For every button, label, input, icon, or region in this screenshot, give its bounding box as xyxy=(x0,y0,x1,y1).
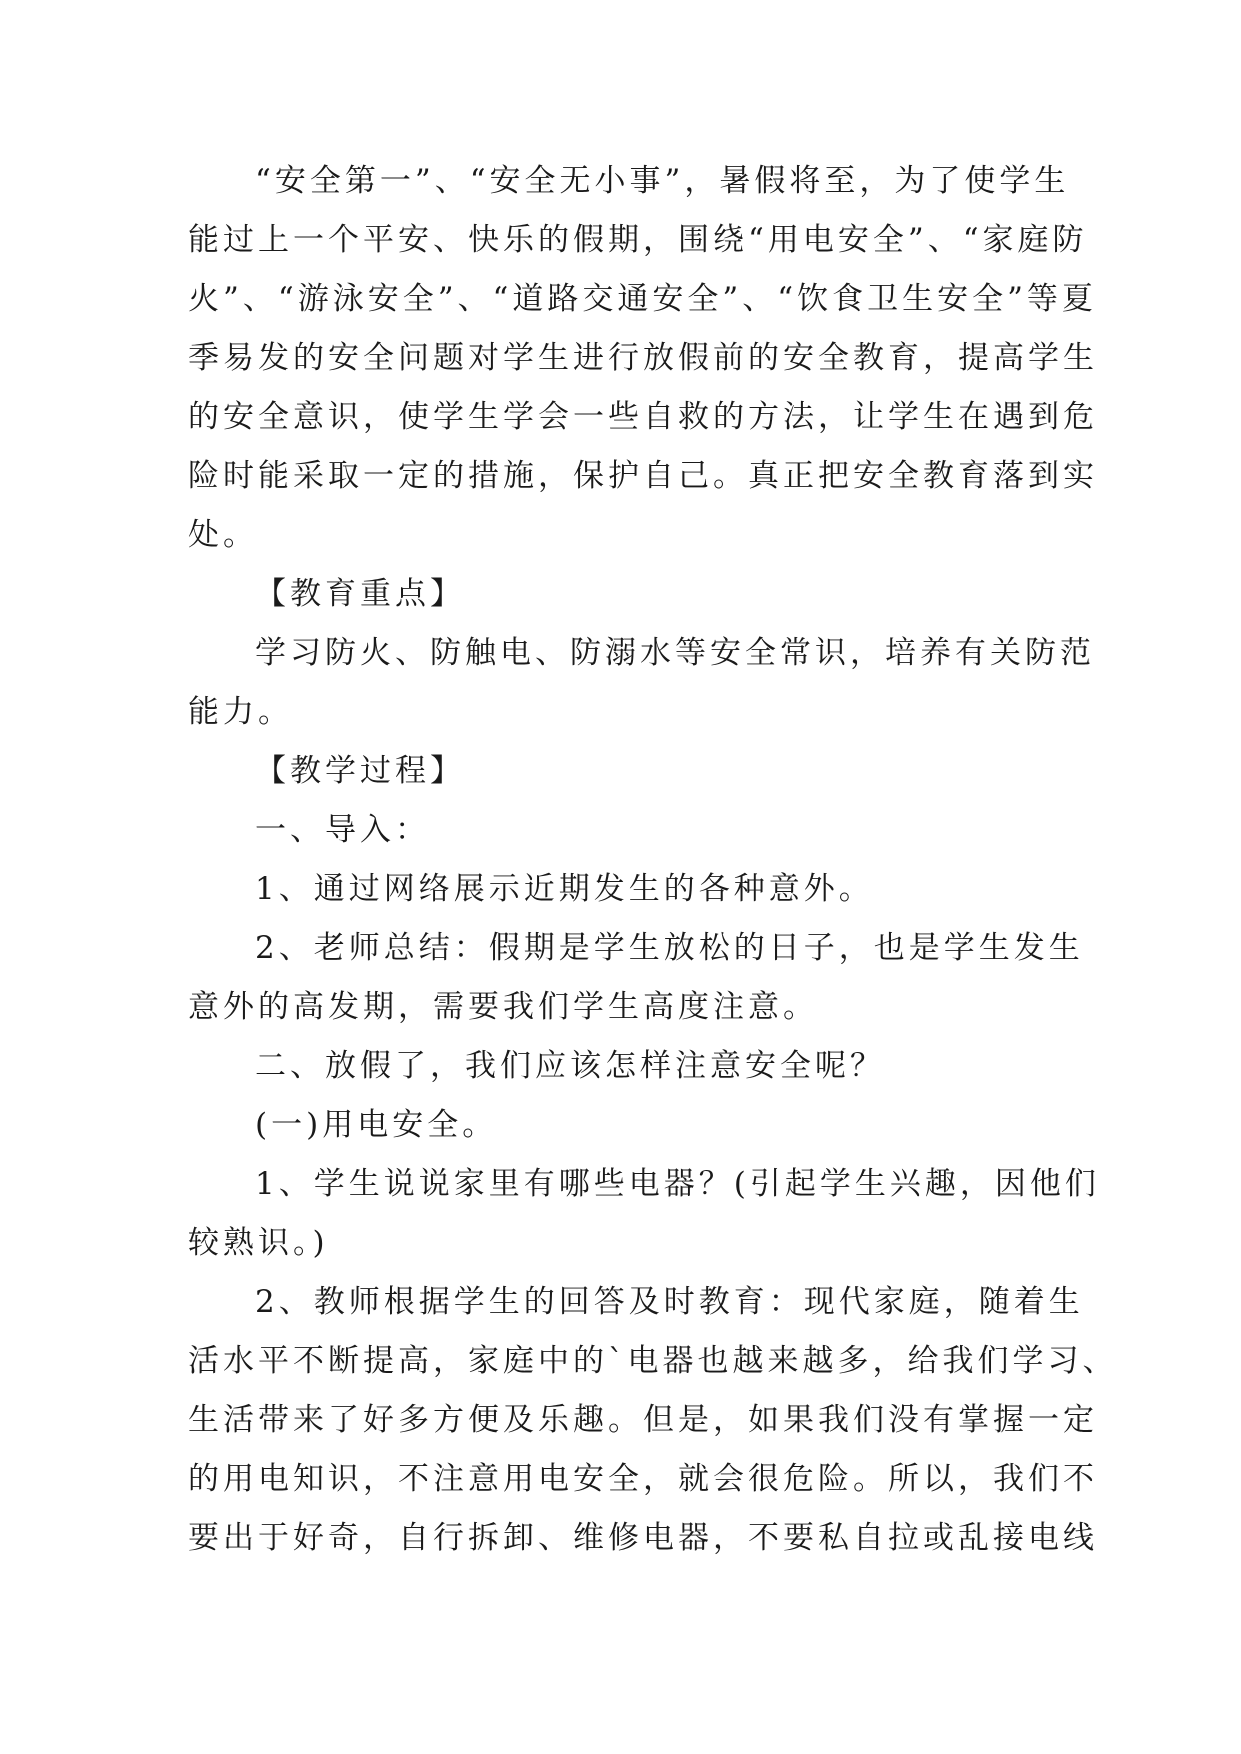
paragraph-intro-line: 火”、“游泳安全”、“道路交通安全”、“饮食卫生安全”等夏 xyxy=(188,281,1097,317)
paragraph-focus-line: 学习防火、防触电、防溺水等安全常识，培养有关防范 xyxy=(255,635,1095,671)
subheading-electric-safety: (一)用电安全。 xyxy=(255,1107,498,1143)
subheading-intro: 一、导入： xyxy=(255,812,430,848)
section-heading-focus: 【教育重点】 xyxy=(255,576,465,612)
paragraph-focus-line: 能力。 xyxy=(188,694,293,730)
section-heading-process: 【教学过程】 xyxy=(255,753,465,789)
list-item: 2、教师根据学生的回答及时教育：现代家庭，随着生 xyxy=(255,1284,1084,1320)
paragraph-intro-line: 处。 xyxy=(188,517,258,553)
list-item: 1、通过网络展示近期发生的各种意外。 xyxy=(255,871,874,907)
list-item: 1、学生说说家里有哪些电器？(引起学生兴趣，因他们 xyxy=(255,1166,1100,1202)
paragraph-intro-line: “安全第一”、“安全无小事”，暑假将至，为了使学生 xyxy=(255,163,1070,199)
paragraph-intro-line: 能过上一个平安、快乐的假期，围绕“用电安全”、“家庭防 xyxy=(188,222,1088,258)
paragraph-intro-line: 季易发的安全问题对学生进行放假前的安全教育，提高学生 xyxy=(188,340,1098,376)
paragraph-intro-line: 的安全意识，使学生学会一些自救的方法，让学生在遇到危 xyxy=(188,399,1098,435)
list-item: 2、老师总结：假期是学生放松的日子，也是学生发生 xyxy=(255,930,1084,966)
subheading-holiday-safety: 二、放假了，我们应该怎样注意安全呢？ xyxy=(255,1048,885,1084)
paragraph-intro-line: 险时能采取一定的措施，保护自己。真正把安全教育落到实 xyxy=(188,458,1098,494)
list-item-continuation: 的用电知识，不注意用电安全，就会很危险。所以，我们不 xyxy=(188,1461,1098,1497)
list-item-continuation: 意外的高发期，需要我们学生高度注意。 xyxy=(188,989,818,1025)
list-item-continuation: 较熟识。) xyxy=(188,1225,329,1261)
list-item-continuation: 活水平不断提高，家庭中的`电器也越来越多，给我们学习、 xyxy=(188,1343,1118,1379)
list-item-continuation: 要出于好奇，自行拆卸、维修电器，不要私自拉或乱接电线 xyxy=(188,1520,1098,1556)
list-item-continuation: 生活带来了好多方便及乐趣。但是，如果我们没有掌握一定 xyxy=(188,1402,1098,1438)
